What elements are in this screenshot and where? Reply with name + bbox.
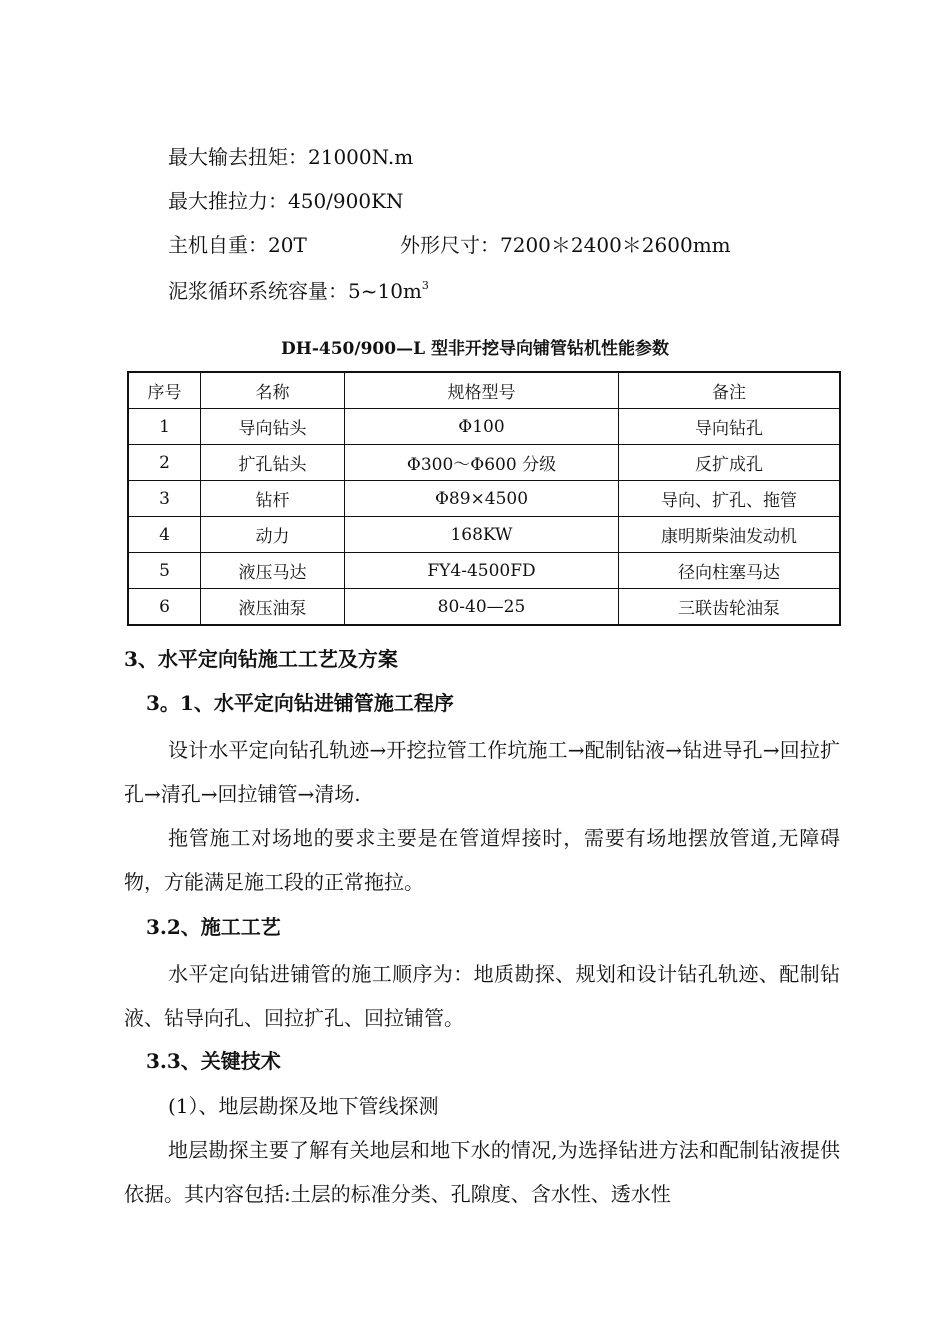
spec-mud-capacity (168, 277, 429, 305)
section-3-1-paragraph-2: 拖管施工对场地的要求主要是在管道焊接时，需要有场地摆放管道,无障碍物，方能满足施工段的正常拖拉。 (124, 826, 840, 894)
table-cell: 康明斯柴油发动机 (619, 517, 841, 553)
table-cell: 动力 (201, 517, 345, 553)
table-cell: 4 (128, 517, 201, 553)
spec-weight: 主机自重：20T (168, 233, 307, 257)
section-3-heading: 3、水平定向钻施工工艺及方案 (124, 647, 398, 671)
table-row (128, 553, 840, 589)
table-cell: 径向柱塞马达 (619, 553, 841, 589)
header-cell: 名称 (201, 372, 345, 409)
table-row (128, 481, 840, 517)
header-cell: 序号 (128, 372, 201, 409)
table-cell: 80-40—25 (345, 589, 619, 626)
table-cell: 168KW (345, 517, 619, 553)
table-row (128, 445, 840, 481)
table-cell: 三联齿轮油泵 (619, 589, 841, 626)
table-cell: Φ89×4500 (345, 481, 619, 517)
table-row (128, 409, 840, 445)
table-cell: 反扩成孔 (619, 445, 841, 481)
section-3-2-heading: 3.2、施工工艺 (146, 915, 281, 939)
spec-torque: 最大输去扭矩：21000N.m (168, 145, 414, 169)
table-cell: Φ100 (345, 409, 619, 445)
parameters-table (127, 371, 841, 626)
spec-mud-capacity-text: 泥浆循环系统容量：5~10m (168, 279, 422, 303)
table-cell: 3 (128, 481, 201, 517)
spec-thrust: 最大推拉力：450/900KN (168, 189, 404, 213)
table-cell: 液压油泵 (201, 589, 345, 626)
table-cell: 扩孔钻头 (201, 445, 345, 481)
header-cell: 规格型号 (345, 372, 619, 409)
table-header-row (128, 372, 840, 409)
table-caption: DH-450/900—L 型非开挖导向铺管钻机性能参数 (281, 339, 669, 359)
section-3-1-heading: 3。1、水平定向钻进铺管施工程序 (146, 691, 454, 715)
table-cell: FY4-4500FD (345, 553, 619, 589)
spec-dimensions: 外形尺寸：7200＊2400＊2600mm (400, 233, 731, 257)
table-cell: 钻杆 (201, 481, 345, 517)
table-row (128, 589, 840, 626)
table-cell: 液压马达 (201, 553, 345, 589)
section-3-2-paragraph: 水平定向钻进铺管的施工顺序为：地质勘探、规划和设计钻孔轨迹、配制钻液、钻导向孔、回拉扩孔、回拉铺管。 (124, 962, 840, 1030)
section-3-1-paragraph-1: 设计水平定向钻孔轨迹→开挖拉管工作坑施工→配制钻液→钻进导孔→回拉扩孔→清孔→回拉铺管→清场. (124, 738, 840, 806)
section-3-3-item-1: (1）、地层勘探及地下管线探测 (168, 1094, 439, 1118)
header-cell: 备注 (619, 372, 841, 409)
section-3-3-paragraph: 地层勘探主要了解有关地层和地下水的情况,为选择钻进方法和配制钻液提供依据。其内容包括:土层的标准分类、孔隙度、含水性、透水性 (124, 1138, 840, 1206)
section-3-3-heading: 3.3、关键技术 (146, 1049, 281, 1073)
table-cell: 导向、扩孔、拖管 (619, 481, 841, 517)
table-cell: 2 (128, 445, 201, 481)
table-cell: 6 (128, 589, 201, 626)
spec-mud-capacity-superscript: 3 (421, 279, 429, 292)
table-cell: 1 (128, 409, 201, 445)
table-cell: Φ300～Φ600 分级 (345, 445, 619, 481)
table-cell: 导向钻孔 (619, 409, 841, 445)
table-row (128, 517, 840, 553)
table-cell: 5 (128, 553, 201, 589)
table-cell: 导向钻头 (201, 409, 345, 445)
